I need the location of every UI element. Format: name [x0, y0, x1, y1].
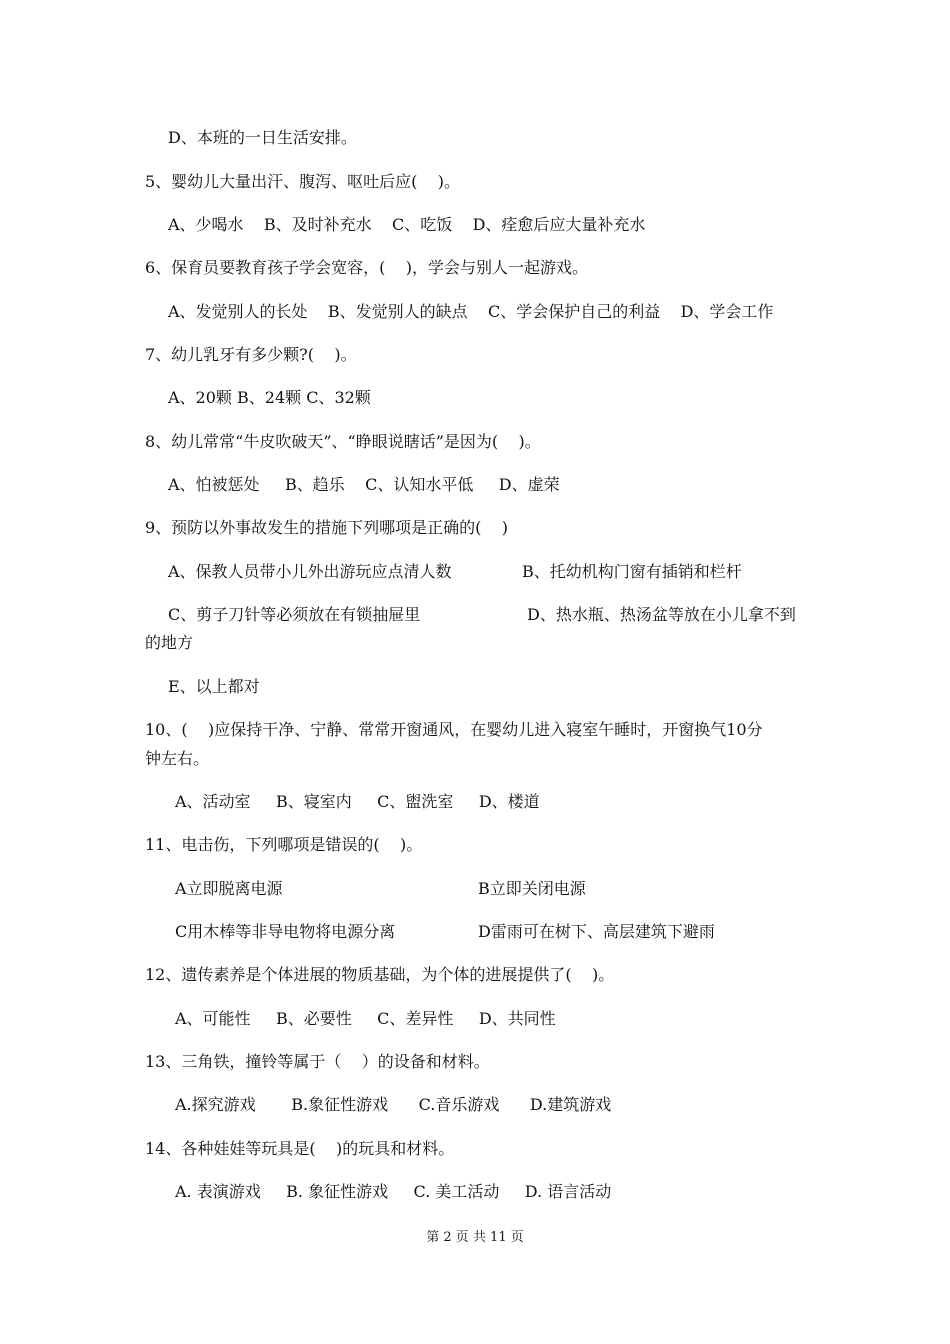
options-7: A、20颗 B、24颗 C、32颗: [168, 388, 371, 407]
option-11c: C用木棒等非导电物将电源分离: [175, 922, 396, 941]
question-5: 5、婴幼儿大量出汗、腹泻、呕吐后应( )。: [145, 172, 461, 191]
options-5: A、少喝水 B、及时补充水 C、吃饭 D、痊愈后应大量补充水: [168, 215, 646, 234]
option-9a: A、保教人员带小儿外出游玩应点清人数: [168, 562, 452, 581]
options-13: A.探究游戏 B.象征性游戏 C.音乐游戏 D.建筑游戏: [175, 1095, 612, 1114]
option-9c: C、剪子刀针等必须放在有锁抽屉里: [168, 605, 421, 624]
question-13: 13、三角铁，撞铃等属于（ ）的设备和材料。: [145, 1052, 490, 1071]
options-8: A、怕被惩处 B、趋乐 C、认知水平低 D、虚荣: [168, 475, 560, 494]
options-6: A、发觉别人的长处 B、发觉别人的缺点 C、学会保护自己的利益 D、学会工作: [168, 302, 774, 321]
question-6: 6、保育员要教育孩子学会宽容，( )，学会与别人一起游戏。: [145, 258, 589, 277]
option-11b: B立即关闭电源: [478, 879, 586, 898]
question-10: 10、( )应保持干净、宁静、常常开窗通风，在婴幼儿进入寝室午睡时，开窗换气10分: [145, 720, 763, 739]
option-9e: E、以上都对: [168, 677, 260, 696]
question-11: 11、电击伤，下列哪项是错误的( )。: [145, 835, 423, 854]
options-12: A、可能性 B、必要性 C、差异性 D、共同性: [175, 1009, 556, 1028]
option-9d: D、热水瓶、热汤盆等放在小儿拿不到: [527, 605, 796, 624]
question-10-continued: 钟左右。: [145, 749, 210, 768]
option-line-4d: D、本班的一日生活安排。: [168, 128, 357, 147]
question-7: 7、幼儿乳牙有多少颗?( )。: [145, 345, 357, 364]
question-12: 12、遗传素养是个体进展的物质基础，为个体的进展提供了( )。: [145, 965, 615, 984]
options-14: A. 表演游戏 B. 象征性游戏 C. 美工活动 D. 语言活动: [175, 1182, 612, 1201]
option-11a: A立即脱离电源: [175, 879, 283, 898]
question-9: 9、预防以外事故发生的措施下列哪项是正确的( ): [145, 518, 509, 537]
option-11d: D雷雨可在树下、高层建筑下避雨: [478, 922, 715, 941]
option-9b: B、托幼机构门窗有插销和栏杆: [522, 562, 742, 581]
question-8: 8、幼儿常常“牛皮吹破天”、“睁眼说瞎话”是因为( )。: [145, 432, 541, 451]
question-14: 14、各种娃娃等玩具是( )的玩具和材料。: [145, 1139, 455, 1158]
option-9d-continued: 的地方: [145, 633, 194, 652]
options-10: A、活动室 B、寝室内 C、盥洗室 D、楼道: [175, 792, 540, 811]
page-footer: 第 2 页 共 11 页: [426, 1230, 524, 1245]
